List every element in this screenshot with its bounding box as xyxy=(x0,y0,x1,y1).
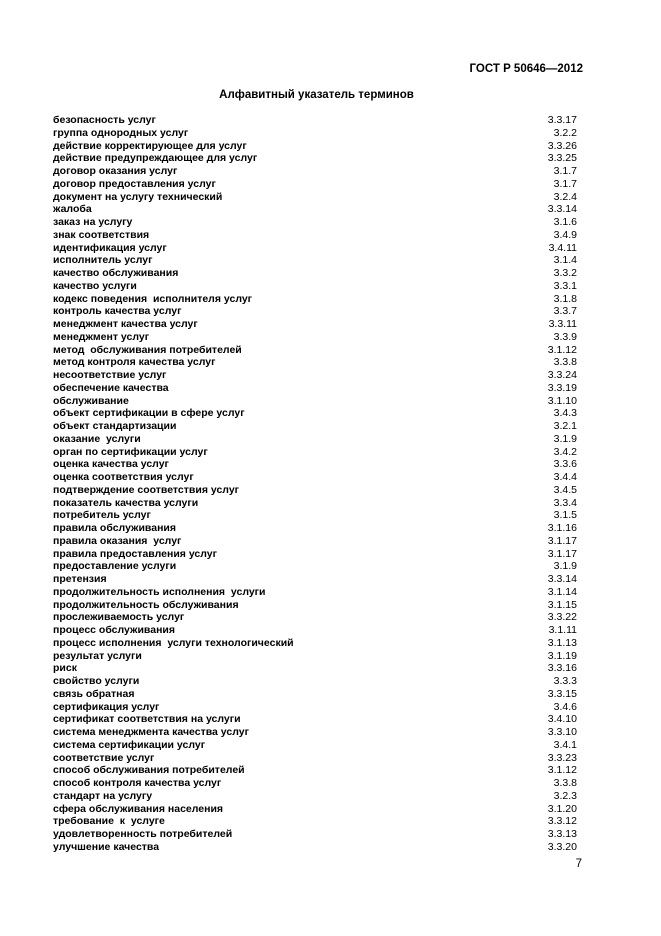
term-row xyxy=(53,433,577,446)
term-name: требование к услуге xyxy=(53,815,165,828)
term-name: качество обслуживания xyxy=(53,267,179,279)
term-name: правила оказания услуг xyxy=(53,534,182,547)
term-row xyxy=(53,637,577,650)
term-name: стандарт на услугу xyxy=(53,789,153,802)
term-row xyxy=(53,560,577,573)
term-reference: 3.1.17 xyxy=(547,534,577,547)
term-reference: 3.1.11 xyxy=(548,624,577,636)
term-name: предоставление услуги xyxy=(53,560,177,573)
term-reference: 3.2.3 xyxy=(553,789,577,802)
term-name: потребитель услуг xyxy=(53,509,151,522)
term-name: удовлетворенность потребителей xyxy=(53,828,233,840)
term-name: объект сертификации в сфере услуг xyxy=(53,407,245,420)
term-row xyxy=(53,624,577,637)
term-row xyxy=(53,484,577,497)
term-name: группа однородных услуг xyxy=(53,126,189,139)
term-name: соответствие услуг xyxy=(53,751,155,764)
term-name: объект стандартизации xyxy=(53,420,177,432)
term-row xyxy=(53,803,577,816)
term-reference: 3.3.7 xyxy=(553,305,577,318)
term-row xyxy=(53,586,577,599)
term-name: претензия xyxy=(53,573,107,585)
term-row xyxy=(53,254,577,267)
term-row xyxy=(53,522,577,535)
term-row xyxy=(53,114,577,127)
term-row xyxy=(53,356,577,369)
term-name: действие корректирующее для услуг xyxy=(53,139,247,152)
term-row xyxy=(53,229,577,242)
term-reference: 3.4.5 xyxy=(553,483,577,496)
term-name: процесс обслуживания xyxy=(53,624,176,636)
term-reference: 3.1.13 xyxy=(547,636,577,649)
term-reference: 3.4.9 xyxy=(553,228,577,241)
term-reference: 3.1.5 xyxy=(553,509,577,522)
term-reference: 3.1.9 xyxy=(553,432,577,445)
term-reference: 3.1.12 xyxy=(547,764,577,777)
term-reference: 3.3.13 xyxy=(547,828,577,840)
term-reference: 3.3.8 xyxy=(553,356,577,369)
term-name: процесс исполнения услуги технологический xyxy=(53,636,294,649)
term-row xyxy=(53,675,577,688)
term-reference: 3.3.22 xyxy=(547,611,577,624)
term-name: менеджмент услуг xyxy=(53,330,150,343)
term-row xyxy=(53,127,577,140)
term-reference: 3.3.14 xyxy=(547,573,577,585)
index-title: Алфавитный указатель терминов xyxy=(219,89,414,101)
term-row xyxy=(53,267,577,280)
term-row xyxy=(53,726,577,739)
term-name: сфера обслуживания населения xyxy=(53,802,224,815)
term-reference: 3.1.4 xyxy=(553,254,577,267)
term-name: качество услуги xyxy=(53,279,137,292)
term-reference: 3.3.11 xyxy=(548,318,577,330)
term-row xyxy=(53,293,577,306)
term-row xyxy=(53,471,577,484)
term-row xyxy=(53,509,577,522)
term-name: результат услуги xyxy=(53,649,142,662)
term-reference: 3.3.9 xyxy=(553,330,577,343)
term-reference: 3.3.19 xyxy=(547,381,577,394)
term-reference: 3.3.25 xyxy=(547,152,577,165)
term-row xyxy=(53,650,577,663)
term-row xyxy=(53,841,577,854)
term-row xyxy=(53,777,577,790)
term-reference: 3.1.7 xyxy=(553,165,577,177)
term-reference: 3.3.3 xyxy=(553,675,577,687)
term-name: улучшение качества xyxy=(53,840,160,853)
term-name: обеспечение качества xyxy=(53,381,169,394)
term-name: несоответствие услуг xyxy=(53,369,167,381)
term-reference: 3.3.16 xyxy=(547,662,577,675)
term-reference: 3.4.10 xyxy=(547,713,577,726)
term-row xyxy=(53,203,577,216)
term-reference: 3.3.1 xyxy=(553,279,577,292)
term-reference: 3.1.14 xyxy=(547,585,577,598)
term-row xyxy=(53,815,577,828)
term-name: правила обслуживания xyxy=(53,522,177,534)
term-reference: 3.3.14 xyxy=(547,203,577,216)
term-reference: 3.1.20 xyxy=(547,802,577,815)
term-name: действие предупреждающее для услуг xyxy=(53,152,258,165)
term-row xyxy=(53,446,577,459)
term-name: договор предоставления услуг xyxy=(53,177,216,190)
term-reference: 3.3.26 xyxy=(547,139,577,152)
term-reference: 3.1.8 xyxy=(553,292,577,305)
term-reference: 3.3.15 xyxy=(547,687,577,700)
term-reference: 3.4.6 xyxy=(553,700,577,713)
term-index-list xyxy=(53,114,577,854)
term-reference: 3.3.8 xyxy=(553,777,577,789)
term-row xyxy=(53,216,577,229)
term-row xyxy=(53,599,577,612)
term-name: заказ на услугу xyxy=(53,216,133,228)
term-name: контроль качества услуг xyxy=(53,305,182,318)
term-reference: 3.3.6 xyxy=(553,458,577,471)
term-row xyxy=(53,611,577,624)
term-row xyxy=(53,140,577,153)
term-reference: 3.1.16 xyxy=(547,522,577,534)
term-row xyxy=(53,242,577,255)
term-name: документ на услугу технический xyxy=(53,190,223,203)
term-row xyxy=(53,191,577,204)
term-reference: 3.1.9 xyxy=(553,560,577,573)
term-row xyxy=(53,382,577,395)
term-row xyxy=(53,548,577,561)
term-name: метод контроля качества услуг xyxy=(53,356,216,369)
term-row xyxy=(53,178,577,191)
term-row xyxy=(53,152,577,165)
term-row xyxy=(53,662,577,675)
term-name: сертификация услуг xyxy=(53,700,160,713)
term-row xyxy=(53,701,577,714)
term-row xyxy=(53,764,577,777)
term-row xyxy=(53,420,577,433)
term-row xyxy=(53,331,577,344)
term-name: продолжительность исполнения услуги xyxy=(53,585,266,598)
term-reference: 3.4.1 xyxy=(553,738,577,751)
term-reference: 3.4.2 xyxy=(553,445,577,458)
term-reference: 3.4.11 xyxy=(548,241,577,254)
term-reference: 3.1.10 xyxy=(547,394,577,407)
term-row xyxy=(53,344,577,357)
term-row xyxy=(53,739,577,752)
term-row xyxy=(53,752,577,765)
term-reference: 3.3.24 xyxy=(547,369,577,381)
term-reference: 3.2.2 xyxy=(553,126,577,139)
term-reference: 3.1.6 xyxy=(553,216,577,228)
term-name: оценка качества услуг xyxy=(53,458,169,471)
page-number: 7 xyxy=(575,858,582,870)
term-name: система менеджмента качества услуг xyxy=(53,726,249,738)
term-reference: 3.2.1 xyxy=(553,420,577,432)
term-name: знак соответствия xyxy=(53,228,150,241)
term-name: показатель качества услуги xyxy=(53,496,199,509)
term-name: обслуживание xyxy=(53,394,129,407)
term-name: оценка соответствия услуг xyxy=(53,471,194,483)
term-name: прослеживаемость услуг xyxy=(53,611,185,624)
term-row xyxy=(53,318,577,331)
term-name: продолжительность обслуживания xyxy=(53,598,239,611)
term-name: договор оказания услуг xyxy=(53,165,178,177)
term-reference: 3.1.17 xyxy=(547,547,577,560)
term-reference: 3.4.4 xyxy=(553,471,577,483)
term-name: безопасность услуг xyxy=(53,114,156,126)
term-reference: 3.3.12 xyxy=(547,815,577,828)
document-id: ГОСТ Р 50646—2012 xyxy=(469,63,583,75)
term-row xyxy=(53,305,577,318)
term-name: орган по сертификации услуг xyxy=(53,445,208,458)
term-row xyxy=(53,395,577,408)
term-reference: 3.3.10 xyxy=(547,726,577,738)
term-row xyxy=(53,828,577,841)
term-name: менеджмент качества услуг xyxy=(53,318,198,330)
term-row xyxy=(53,407,577,420)
term-row xyxy=(53,535,577,548)
term-name: связь обратная xyxy=(53,687,135,700)
term-name: жалоба xyxy=(53,203,92,216)
term-name: исполнитель услуг xyxy=(53,254,153,267)
term-row xyxy=(53,790,577,803)
term-reference: 3.3.17 xyxy=(547,114,577,126)
term-reference: 3.3.4 xyxy=(553,496,577,509)
term-name: кодекс поведения исполнителя услуг xyxy=(53,292,253,305)
term-reference: 3.1.15 xyxy=(547,598,577,611)
term-reference: 3.2.4 xyxy=(553,190,577,203)
term-reference: 3.4.3 xyxy=(553,407,577,420)
term-name: правила предоставления услуг xyxy=(53,547,217,560)
term-row xyxy=(53,458,577,471)
term-name: оказание услуги xyxy=(53,432,141,445)
term-reference: 3.3.23 xyxy=(547,751,577,764)
term-row xyxy=(53,165,577,178)
term-row xyxy=(53,573,577,586)
term-name: подтверждение соответствия услуг xyxy=(53,483,240,496)
term-name: сертификат соответствия на услуги xyxy=(53,713,241,726)
term-reference: 3.1.19 xyxy=(547,649,577,662)
term-name: риск xyxy=(53,662,77,675)
term-name: идентификация услуг xyxy=(53,241,167,254)
term-name: метод обслуживания потребителей xyxy=(53,343,242,356)
term-row xyxy=(53,688,577,701)
term-row xyxy=(53,280,577,293)
term-row xyxy=(53,713,577,726)
term-row xyxy=(53,369,577,382)
term-reference: 3.1.12 xyxy=(547,343,577,356)
term-reference: 3.1.7 xyxy=(553,177,577,190)
term-name: способ контроля качества услуг xyxy=(53,777,222,789)
term-name: свойство услуги xyxy=(53,675,140,687)
term-row xyxy=(53,497,577,510)
term-name: система сертификации услуг xyxy=(53,738,206,751)
term-name: способ обслуживания потребителей xyxy=(53,764,245,777)
term-reference: 3.3.20 xyxy=(547,840,577,853)
term-reference: 3.3.2 xyxy=(553,267,577,279)
